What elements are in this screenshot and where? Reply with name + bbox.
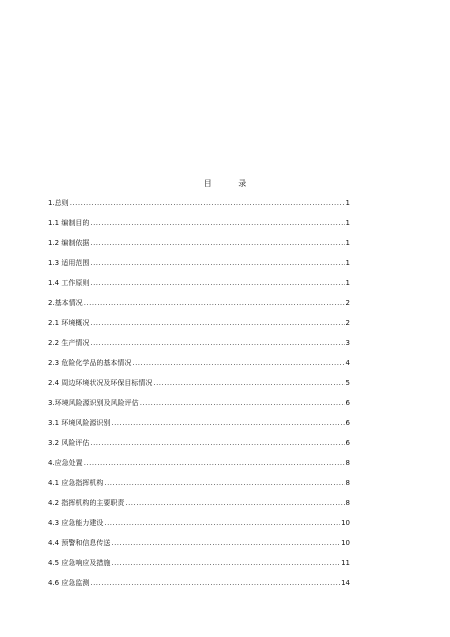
toc-entry-label: 4.1 应急指挥机构 <box>48 479 104 487</box>
dot-leader <box>90 337 344 349</box>
toc-entry-label: 4.3 应急能力建设 <box>48 519 104 527</box>
dot-leader <box>70 197 345 209</box>
dot-leader <box>153 377 344 389</box>
toc-entry-page: 2 <box>345 319 350 327</box>
dot-leader <box>111 537 340 549</box>
toc-entry[interactable] <box>48 237 350 257</box>
toc-entry[interactable] <box>48 297 350 317</box>
toc-entry-page: 5 <box>345 379 350 387</box>
toc-entry[interactable] <box>48 577 350 597</box>
toc-entry-label: 1.总则 <box>48 199 69 207</box>
toc-entry[interactable] <box>48 557 350 577</box>
toc-entry-label: 2.2 生产情况 <box>48 339 90 347</box>
toc-entry[interactable] <box>48 417 350 437</box>
toc-entry-page: 1 <box>345 259 350 267</box>
dot-leader <box>111 417 344 429</box>
toc-entry[interactable] <box>48 357 350 377</box>
toc-entry-page: 1 <box>345 239 350 247</box>
toc-entry[interactable] <box>48 437 350 457</box>
dot-leader <box>84 297 345 309</box>
dot-leader <box>104 517 340 529</box>
toc-entry-page: 8 <box>345 499 350 507</box>
toc-entry-label: 3.2 风险评估 <box>48 439 90 447</box>
toc-entry-label: 1.3 适用范围 <box>48 259 90 267</box>
toc-entry-label: 2.3 危险化学品的基本情况 <box>48 359 132 367</box>
toc-entry[interactable] <box>48 277 350 297</box>
toc-entry-label: 1.4 工作原则 <box>48 279 90 287</box>
dot-leader <box>90 437 344 449</box>
dot-leader <box>90 317 344 329</box>
dot-leader <box>132 357 344 369</box>
toc-entry-page: 14 <box>341 579 350 587</box>
toc-entry[interactable] <box>48 217 350 237</box>
toc-entry-page: 3 <box>345 339 350 347</box>
toc-entry-label: 1.1 编制目的 <box>48 219 90 227</box>
toc-title: 目 录 <box>203 179 259 188</box>
toc-list <box>48 197 350 597</box>
dot-leader <box>90 577 340 589</box>
toc-entry-page: 2 <box>345 299 350 307</box>
toc-entry-page: 1 <box>345 219 350 227</box>
toc-entry-label: 4.2 指挥机构的主要职责 <box>48 499 125 507</box>
dot-leader <box>84 457 345 469</box>
toc-entry-page: 4 <box>345 359 350 367</box>
dot-leader <box>90 217 344 229</box>
toc-entry[interactable] <box>48 337 350 357</box>
toc-entry-label: 2.基本情况 <box>48 299 83 307</box>
toc-entry[interactable] <box>48 497 350 517</box>
toc-entry-label: 1.2 编制依据 <box>48 239 90 247</box>
dot-leader <box>90 257 344 269</box>
toc-entry-label: 4.6 应急监测 <box>48 579 90 587</box>
dot-leader <box>90 277 344 289</box>
dot-leader <box>111 557 340 569</box>
dot-leader <box>125 497 344 509</box>
toc-entry[interactable] <box>48 457 350 477</box>
toc-entry[interactable] <box>48 197 350 217</box>
toc-entry[interactable] <box>48 477 350 497</box>
toc-entry-page: 1 <box>345 279 350 287</box>
toc-entry[interactable] <box>48 377 350 397</box>
dot-leader <box>104 477 344 489</box>
toc-entry-page: 10 <box>341 519 350 527</box>
toc-entry-label: 4.4 预警和信息传送 <box>48 539 111 547</box>
dot-leader <box>140 397 345 409</box>
toc-entry[interactable] <box>48 397 350 417</box>
toc-entry-label: 3.环境风险源识别及风险评估 <box>48 399 139 407</box>
toc-entry-label: 4.5 应急响应及措施 <box>48 559 111 567</box>
toc-entry-page: 8 <box>345 479 350 487</box>
toc-entry[interactable] <box>48 537 350 557</box>
toc-entry-page: 11 <box>341 559 350 567</box>
toc-entry-label: 2.4 周边环境状况及环保目标情况 <box>48 379 153 387</box>
toc-entry-label: 4.应急处置 <box>48 459 83 467</box>
toc-entry-page: 8 <box>345 459 350 467</box>
toc-entry-label: 2.1 环境概况 <box>48 319 90 327</box>
toc-entry-page: 10 <box>341 539 350 547</box>
toc-entry-page: 6 <box>345 399 350 407</box>
toc-entry-page: 6 <box>345 439 350 447</box>
toc-entry[interactable] <box>48 257 350 277</box>
toc-entry-label: 3.1 环境风险源识别 <box>48 419 111 427</box>
toc-entry[interactable] <box>48 317 350 337</box>
toc-entry[interactable] <box>48 517 350 537</box>
dot-leader <box>90 237 344 249</box>
toc-entry-page: 6 <box>345 419 350 427</box>
toc-entry-page: 1 <box>345 199 350 207</box>
